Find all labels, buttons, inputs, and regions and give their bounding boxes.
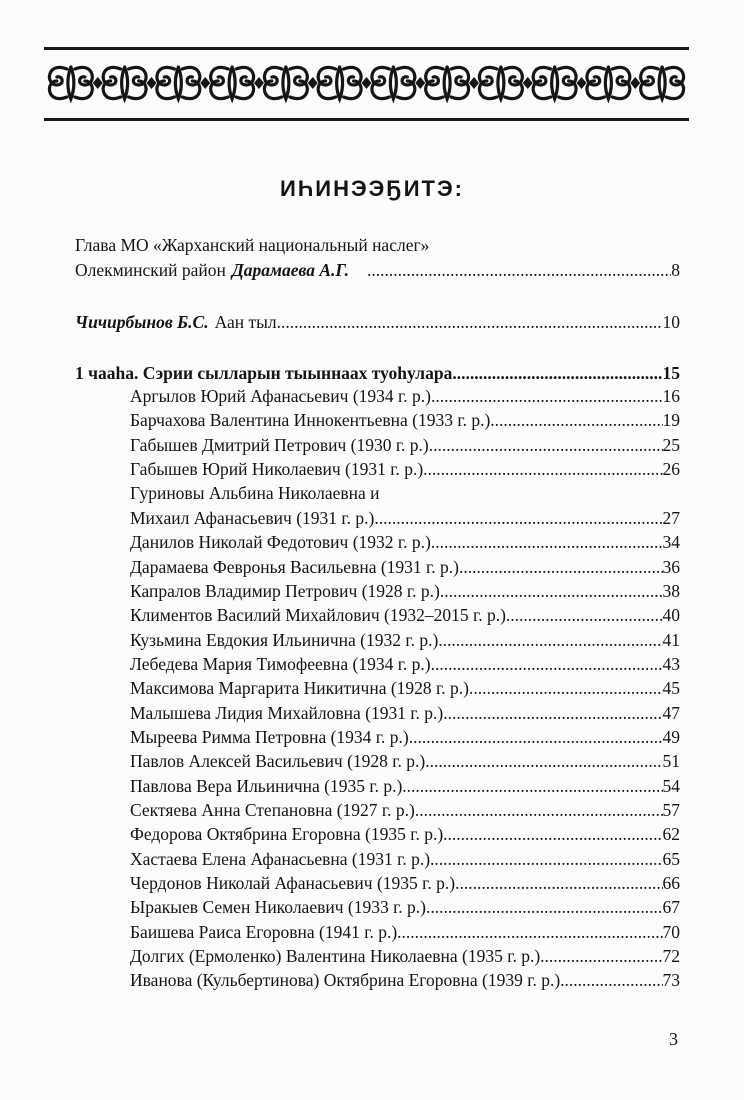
page-ref: 67 (662, 897, 680, 918)
intro-2-text: Аан тыл (214, 312, 277, 332)
toc-entry[interactable] (130, 653, 680, 675)
bottom-rule (44, 118, 689, 121)
ornament-motif (587, 67, 630, 99)
ornament-diamond (523, 77, 533, 89)
ornament-motif (49, 67, 92, 99)
toc-entry[interactable] (130, 945, 680, 967)
ornament-diamond (308, 77, 318, 89)
intro-1-text: Глава МО «Жарханский национальный наслег» (75, 235, 430, 255)
dot-leader (459, 556, 663, 578)
entry-text: Аргылов Юрий Афанасьевич (1934 г. р.) (130, 386, 431, 406)
dot-leader (409, 726, 663, 748)
intro-1-name: Дарамаева А.Г. (231, 260, 350, 280)
ornament-diamond (147, 77, 157, 89)
entry-text: Капралов Владимир Петрович (1928 г. р.) (130, 580, 440, 601)
page-ref: 36 (662, 556, 680, 577)
dot-leader (397, 921, 662, 943)
entry-text: Павлов Алексей Васильевич (1928 г. р.) (130, 751, 426, 772)
toc-entry[interactable] (130, 726, 680, 748)
entry-text: Максимова Маргарита Никитична (1928 г. р.) (130, 678, 469, 699)
toc-entry[interactable] (130, 507, 680, 529)
toc-entry[interactable] (130, 677, 680, 699)
page-ref: 45 (662, 678, 680, 699)
page-ref: 26 (662, 459, 680, 480)
entry-text: Федорова Октябрина Егоровна (1935 г. р.) (130, 824, 444, 845)
entry-text: Павлова Вера Ильинична (1935 г. р.) (130, 775, 403, 796)
dot-leader (425, 750, 662, 772)
page-ref: 62 (662, 824, 680, 845)
ornament-diamond (577, 77, 587, 89)
ornament-motif (641, 67, 684, 99)
ornament-motif (157, 67, 200, 99)
page-ref: 25 (662, 434, 680, 455)
toc-entry-intro-2[interactable] (75, 311, 680, 333)
dot-leader (560, 969, 662, 991)
page-ref: 66 (662, 873, 680, 893)
ornament-motif (426, 67, 469, 99)
entry-text: Сектяева Анна Степановна (1927 г. р.) (130, 800, 415, 820)
dot-leader (277, 311, 663, 333)
dot-leader (443, 702, 662, 724)
dot-leader (429, 434, 663, 456)
ornament-motif (372, 67, 415, 99)
toc-entry[interactable] (130, 872, 680, 894)
page-ref: 15 (662, 363, 680, 383)
entry-text: Баишева Раиса Егоровна (1941 г. р.) (130, 921, 398, 942)
toc-entry[interactable] (130, 556, 680, 578)
page-ref: 54 (662, 775, 680, 796)
dot-leader (423, 458, 662, 480)
ornament-diamond (415, 77, 425, 89)
ornamental-border-icon (44, 54, 689, 112)
toc-entry[interactable] (130, 580, 680, 602)
dot-leader (415, 799, 663, 821)
page-ref: 41 (662, 629, 680, 650)
dot-leader (490, 409, 662, 431)
entry-text: Данилов Николай Федотович (1932 г. р.) (130, 532, 431, 553)
page-ref: 27 (662, 507, 680, 528)
entry-text: Габышев Дмитрий Петрович (1930 г. р.) (130, 434, 429, 455)
dot-leader (431, 653, 663, 675)
page-ref: 43 (662, 653, 680, 674)
toc-entry[interactable] (130, 409, 680, 431)
page-number: 3 (669, 1029, 678, 1049)
toc-entry[interactable] (130, 799, 680, 821)
top-rule (44, 47, 689, 50)
toc-entry[interactable] (130, 385, 680, 407)
page-ref: 47 (662, 702, 680, 723)
dot-leader (455, 872, 662, 894)
entry-text: Дарамаева Февронья Васильевна (1931 г. р.) (130, 556, 459, 577)
page-title: ИҺИНЭЭҔИТЭ: (280, 176, 464, 201)
toc-entry[interactable] (130, 775, 680, 797)
entry-text: Малышева Лидия Михайловна (1931 г. р.) (130, 702, 444, 723)
toc-entry[interactable] (130, 629, 680, 651)
page-ref: 10 (662, 312, 680, 332)
entry-text: Чердонов Николай Афанасьевич (1935 г. р.) (130, 873, 456, 893)
entry-text: Михаил Афанасьевич (1931 г. р.) (130, 507, 375, 528)
dot-leader (469, 677, 663, 699)
toc-entry[interactable] (130, 482, 680, 504)
intro-line-1 (75, 234, 680, 256)
toc-entry[interactable] (130, 604, 680, 626)
entry-text: Мыреева Римма Петровна (1934 г. р.) (130, 726, 409, 747)
intro-2-name: Чичирбынов Б.С. (75, 312, 209, 332)
entry-text: Хастаева Елена Афанасьевна (1931 г. р.) (130, 848, 431, 869)
toc-entry[interactable] (130, 531, 680, 553)
page-ref: 65 (662, 848, 680, 869)
ornament-motif (533, 67, 576, 99)
toc-entry[interactable] (130, 750, 680, 772)
toc-chapter-1[interactable] (75, 362, 680, 384)
dot-leader (367, 259, 671, 281)
ornament-motif (264, 67, 307, 99)
dot-leader (540, 945, 662, 967)
ornament-motif (211, 67, 254, 99)
dot-leader (431, 385, 663, 407)
dot-leader (402, 775, 662, 797)
page-ref: 73 (662, 970, 680, 991)
ornament-motif (103, 67, 146, 99)
ornament-diamond (93, 77, 103, 89)
toc-entry[interactable] (130, 702, 680, 724)
dot-leader (430, 848, 662, 870)
entry-text: Гуриновы Альбина Николаевна и (130, 483, 380, 504)
page-ref: 19 (662, 410, 680, 431)
intro-1-prefix: Олекминский район (75, 260, 226, 280)
entry-text: Барчахова Валентина Иннокентьевна (1933 г. р.) (130, 410, 491, 431)
page-ref: 16 (662, 386, 680, 406)
page-ref: 72 (662, 946, 680, 967)
ornament-diamond (630, 77, 640, 89)
ornament-diamond (200, 77, 210, 89)
dot-leader (431, 531, 663, 553)
toc-entry[interactable] (130, 823, 680, 845)
ornament-diamond (469, 77, 479, 89)
page-ref: 8 (671, 260, 680, 280)
dot-leader (426, 896, 663, 918)
toc-entry[interactable] (130, 458, 680, 480)
dot-leader (374, 507, 662, 529)
ornament-diamond (254, 77, 264, 89)
page-ref: 40 (662, 605, 680, 626)
toc-entry[interactable] (130, 969, 680, 991)
toc-entry[interactable] (130, 896, 680, 918)
page-ref: 34 (662, 532, 680, 553)
page-ref: 51 (662, 751, 680, 772)
entry-text: Иванова (Кульбертинова) Октябрина Егоровна (1939 г. р.) (130, 970, 561, 991)
entry-text: Климентов Василий Михайлович (1932–2015 г. р.) (130, 605, 506, 626)
ornament-motif (479, 67, 522, 99)
dot-leader (506, 604, 663, 626)
entry-text: Лебедева Мария Тимофеевна (1934 г. р.) (130, 653, 431, 674)
dot-leader (443, 823, 662, 845)
chapter-label: 1 чааһа. Сэрии сылларын тыыннаах туоһулара (75, 363, 453, 383)
entry-text: Долгих (Ермоленко) Валентина Николаевна (1935 г. р.) (130, 946, 541, 967)
page-ref: 70 (662, 921, 680, 942)
ornament-motif (318, 67, 361, 99)
toc-entry[interactable] (130, 434, 680, 456)
dot-leader (452, 362, 662, 384)
page-ref: 57 (662, 800, 680, 820)
dot-leader (438, 629, 662, 651)
entry-text: Кузьмина Евдокия Ильинична (1932 г. р.) (130, 629, 439, 650)
page-ref: 38 (662, 580, 680, 601)
page-ref: 49 (662, 726, 680, 747)
toc-entry[interactable] (130, 848, 680, 870)
entry-text: Ыракыев Семен Николаевич (1933 г. р.) (130, 897, 426, 918)
dot-leader (440, 580, 663, 602)
toc-entry-intro-1[interactable] (75, 259, 680, 281)
ornament-diamond (362, 77, 372, 89)
entry-text: Габышев Юрий Николаевич (1931 г. р.) (130, 459, 424, 480)
toc-entry[interactable] (130, 921, 680, 943)
